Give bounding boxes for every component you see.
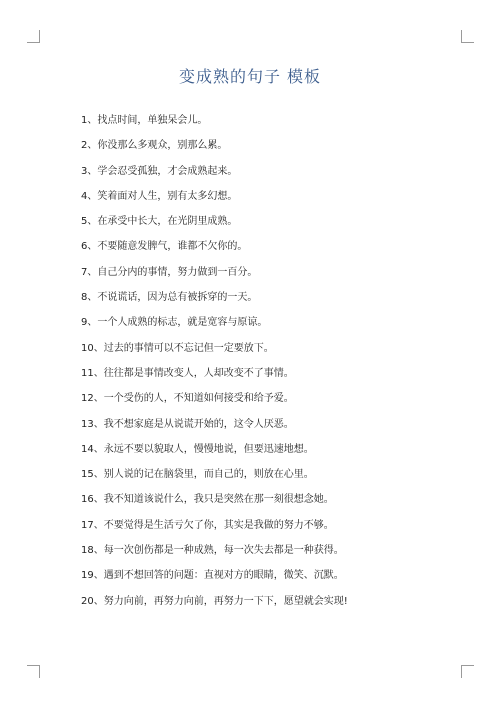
list-item: 2、你没那么多观众，别那么累。 xyxy=(81,140,228,152)
list-item: 1、找点时间，单独呆会儿。 xyxy=(81,115,208,126)
crop-mark-bottom-right xyxy=(461,665,474,678)
document-title: 变成熟的句子 模板 xyxy=(178,67,322,86)
list-item: 10、过去的事情可以不忘记但一定要放下。 xyxy=(81,342,274,354)
list-item: 12、一个受伤的人，不知道如何接受和给予爱。 xyxy=(81,393,294,405)
list-item: 6、不要随意发脾气，谁都不欠你的。 xyxy=(81,241,248,253)
list-item: 11、往往都是事情改变人，人却改变不了事情。 xyxy=(81,367,294,379)
list-item: 19、遇到不想回答的问题：直视对方的眼睛，微笑、沉默。 xyxy=(81,570,344,582)
list-item: 7、自己分内的事情，努力做到一百分。 xyxy=(81,266,258,278)
crop-mark-top-left xyxy=(27,30,40,43)
list-item: 13、我不想家庭是从说谎开始的，这令人厌恶。 xyxy=(81,418,294,430)
list-item: 14、永远不要以貌取人，慢慢地说，但要迅速地想。 xyxy=(81,443,314,455)
list-item: 17、不要觉得是生活亏欠了你，其实是我做的努力不够。 xyxy=(81,519,334,531)
list-item: 5、在承受中长大，在光阴里成熟。 xyxy=(81,216,238,228)
list-item: 8、不说谎话，因为总有被拆穿的一天。 xyxy=(81,292,258,304)
list-item: 16、我不知道该说什么，我只是突然在那一刻很想念她。 xyxy=(81,494,334,506)
list-item: 15、别人说的记在脑袋里，而自己的，则放在心里。 xyxy=(81,469,314,481)
list-item: 9、一个人成熟的标志，就是宽容与原谅。 xyxy=(81,317,268,329)
sentence-list xyxy=(81,115,471,621)
list-item: 18、每一次创伤都是一种成熟，每一次失去都是一种获得。 xyxy=(81,545,344,557)
crop-mark-bottom-left xyxy=(27,665,40,678)
crop-mark-top-right xyxy=(461,30,474,43)
list-item: 4、笑着面对人生，别有太多幻想。 xyxy=(81,190,238,202)
list-item: 3、学会忍受孤独，才会成熟起来。 xyxy=(81,165,238,177)
list-item: 20、努力向前，再努力向前，再努力一下下，愿望就会实现! xyxy=(81,595,348,607)
